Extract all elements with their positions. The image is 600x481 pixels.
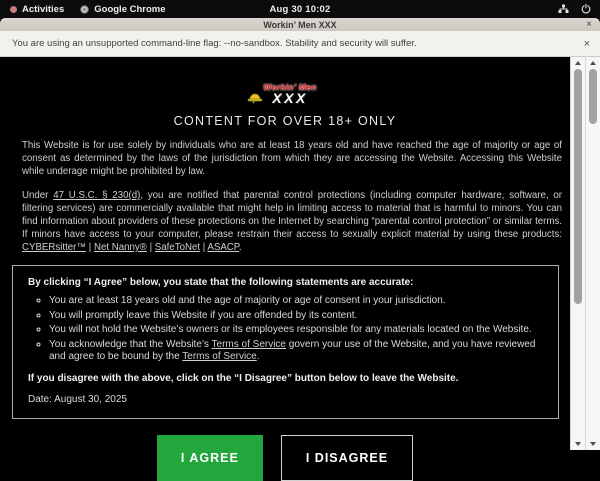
page-viewport	[0, 57, 600, 465]
window-title-bar[interactable]	[0, 18, 600, 31]
agreement-box	[12, 265, 559, 419]
app-menu-label: Google Chrome	[94, 3, 166, 15]
network-tree-icon[interactable]	[558, 4, 569, 14]
window-scrollbar[interactable]	[585, 57, 600, 450]
asacp-link[interactable]: ASACP	[207, 242, 239, 253]
disagree-instruction: If you disagree with the above, click on the “I Disagree” button below to leave the Website.	[28, 372, 459, 384]
scroll-up-arrow-icon[interactable]	[575, 61, 581, 65]
terms-of-service-link-2[interactable]: Terms of Service	[182, 351, 257, 362]
bullet-terms-text: govern your use of the Website, and you have reviewed and agree to be bound by the	[49, 338, 536, 362]
age-gate-content	[0, 57, 570, 465]
power-icon[interactable]	[581, 4, 591, 14]
separator: |	[200, 242, 208, 253]
system-top-bar	[0, 0, 600, 18]
activities-button[interactable]	[10, 4, 64, 15]
age-statement-text: This Website is for use solely by individuals who are at least 18 years old and have reached the age of majority or age of consent as determined by the laws of the jurisdiction from which they are accessing the Website. Accessing this Website while underage might be prohibited by law.	[22, 140, 562, 177]
site-logo	[253, 83, 316, 105]
hardhat-icon	[247, 92, 263, 104]
infobar-close-icon[interactable]: ×	[583, 37, 590, 50]
chrome-infobar	[0, 31, 600, 57]
bullet-age: ◦ You are at least 18 years old and the age of majority or age of consent in your jurisdiction.	[49, 295, 543, 308]
usc-230d-link[interactable]: 47 U.S.C. § 230(d)	[53, 190, 141, 201]
page-scrollbar-thumb[interactable]	[574, 69, 582, 304]
page-title: CONTENT FOR OVER 18+ ONLY	[173, 114, 397, 128]
bullet-terms-text: You acknowledge that the Website’s	[49, 338, 212, 350]
netnanny-link[interactable]: Net Nanny®	[93, 242, 147, 253]
date-label: Date: August 30, 2025	[28, 393, 127, 405]
para2-lead: Under	[22, 190, 54, 201]
separator: |	[86, 242, 94, 253]
bullet-terms	[49, 339, 543, 364]
window-scrollbar-thumb[interactable]	[589, 69, 597, 124]
terms-of-service-link[interactable]: Terms of Service	[211, 338, 286, 350]
period: .	[239, 242, 242, 253]
infobar-message: You are using an unsupported command-line flag: --no-sandbox. Stability and security will suffer.	[12, 38, 417, 49]
activities-dot-icon	[10, 6, 17, 13]
separator: |	[146, 242, 155, 253]
para2-body: , you are notified that parental control protections (including computer hardware, software, or filtering services) are commercially available that might help in limiting access to material that is harmful to minors. You can find information about providers of these protections on the Internet by searching “parental control protection” or similar terms. If minors have access to your computer, please restrain their access to sexually explicit material by using these products:	[22, 190, 562, 240]
agreement-intro: By clicking “I Agree” below, you state that the following statements are accurate:	[28, 277, 414, 288]
chrome-icon	[80, 5, 89, 14]
scroll-up-arrow-icon[interactable]	[590, 61, 596, 65]
consent-buttons	[0, 435, 570, 481]
activities-label: Activities	[22, 3, 65, 15]
logo-wordmark: Workin’ Men	[263, 82, 317, 92]
logo-xxx: XXX	[272, 90, 308, 106]
bullet-leave: ◦ You will promptly leave this Website if you are offended by its content.	[49, 310, 543, 323]
age-statement-paragraph	[22, 139, 562, 178]
i-agree-button[interactable]: I AGREE	[157, 435, 263, 481]
cybersitter-link[interactable]: CYBERsitter™	[22, 242, 87, 253]
parental-controls-paragraph	[22, 189, 562, 254]
window-close-icon[interactable]: ×	[586, 19, 592, 30]
bullet-liability: ◦ You will not hold the Website’s owners or its employees responsible for any materials located on the Website.	[49, 324, 543, 337]
page-scrollbar[interactable]	[570, 57, 585, 450]
app-menu-google-chrome[interactable]	[80, 4, 165, 15]
bullet-terms-text: .	[256, 351, 260, 362]
i-disagree-button[interactable]: I DISAGREE	[281, 435, 413, 481]
safetonet-link[interactable]: SafeToNet	[154, 242, 201, 253]
agreement-bullet-list	[28, 295, 543, 364]
clock[interactable]: Aug 30 10:02	[269, 3, 331, 15]
scroll-down-arrow-icon[interactable]	[575, 442, 581, 446]
window-title: Workin’ Men XXX	[263, 19, 337, 30]
scroll-down-arrow-icon[interactable]	[590, 442, 596, 446]
